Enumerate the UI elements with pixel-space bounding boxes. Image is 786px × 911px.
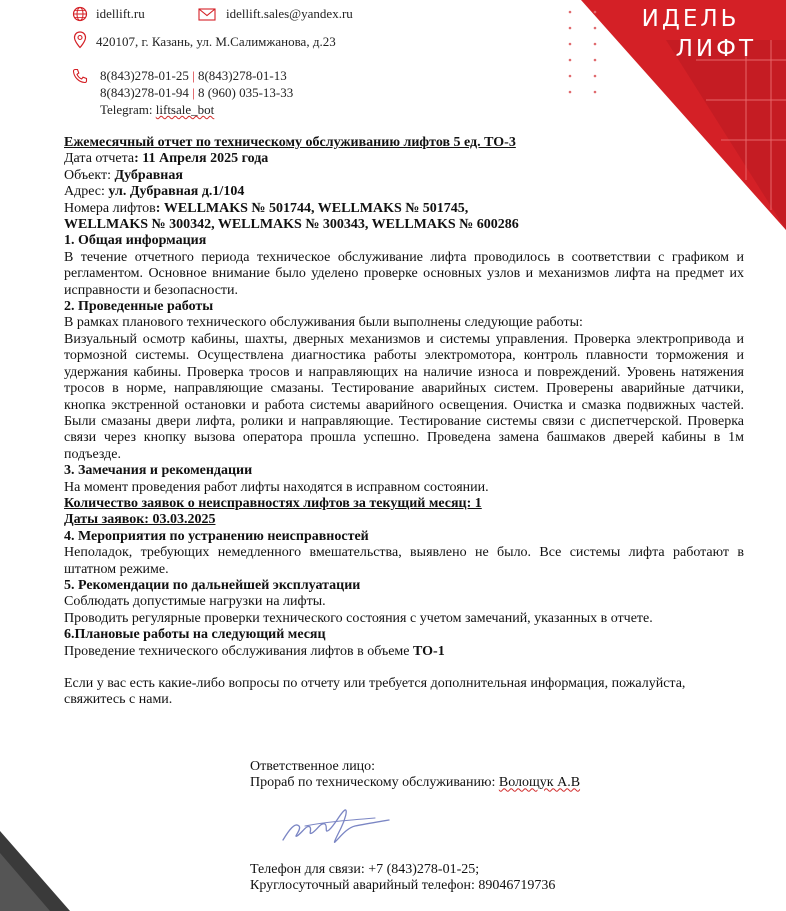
telegram-line	[100, 101, 293, 118]
section-1-text: В течение отчетного периода техническое обслуживание лифта проводилось в соответствии с графиком и регламентом. Основное внимание было уделено проверке основных узлов и механизмов лифта на предмет их исправности и безопасности.	[64, 249, 744, 298]
responsible-label: Ответственное лицо:	[250, 759, 376, 774]
report-object	[64, 168, 744, 184]
section-4-heading: 4. Мероприятия по устранению неисправностей	[64, 528, 369, 544]
phone-2[interactable]: 8(843)278-01-13	[197, 68, 287, 83]
email-link[interactable]: idellift.sales@yandex.ru	[226, 6, 353, 21]
brand-logo	[642, 6, 756, 62]
lifts-value-2: WELLMAKS № 300342, WELLMAKS № 300343, WELLMAKS № 600286	[64, 217, 519, 233]
date-label: Дата отчета	[64, 151, 135, 167]
section-3-heading: 3. Замечания и рекомендации	[64, 463, 253, 479]
phone-1[interactable]: 8(843)278-01-25	[100, 68, 189, 83]
globe-icon	[72, 6, 88, 22]
responsible-name: Волощук А.В	[498, 775, 581, 791]
section-2-text: Визуальный осмотр кабины, шахты, дверных механизмов и системы управления. Проверка электропривода и тормозной системы. Осуществлена диагностика работы электромотора, контроль плавности торможения и удержания кабины. Проверка тросов и направляющих на наличие износа и повреждений. Уровень натяжения тросов в норме, направляющие смазаны. Тестирование аварийных систем. Проверены аварийные датчики, кнопка экстренной остановки и работа системы аварийного освещения. Очистка и смазка подвижных частей. Были смазаны двери лифта, ролики и направляющие. Тестирование системы связи с диспетчерской. Проверка связи через кнопку вызова оператора прошла успешно. Проведена замена башмаков дверей кабины в 1м подъезде.	[64, 331, 744, 462]
lifts-label: Номера лифтов	[64, 200, 156, 216]
emergency-phone: Круглосуточный аварийный телефон: 89046719736	[250, 878, 556, 894]
section-5-line-1: Соблюдать допустимые нагрузки на лифты.	[64, 594, 326, 610]
section-2-intro: В рамках планового технического обслуживания были выполнены следующие работы:	[64, 315, 583, 331]
phone-separator: |	[192, 85, 195, 100]
website-link[interactable]: idellift.ru	[96, 6, 145, 21]
section-5-line-2: Проводить регулярные проверки технического состояния с учетом замечаний, указанных в отчете.	[64, 610, 653, 626]
telegram-label: Telegram:	[100, 102, 153, 117]
brand-line2: ЛИФТ	[675, 36, 756, 62]
closing-text: Если у вас есть какие-либо вопросы по отчету или требуется дополнительная информация, пожалуйста, свяжитесь с нами.	[64, 676, 686, 708]
lifts-value-1: : WELLMAKS № 501744, WELLMAKS № 501745,	[155, 200, 469, 216]
requests-count: Количество заявок о неисправностях лифтов за текущий месяц: 1	[64, 495, 482, 511]
contact-phone: Телефон для связи: +7 (843)278-01-25;	[250, 862, 480, 877]
report-body	[64, 135, 744, 709]
address-label: Адрес:	[64, 184, 109, 200]
section-2-heading: 2. Проведенные работы	[64, 299, 214, 315]
object-label: Объект:	[64, 167, 115, 183]
date-value: : 11 Апреля 2025 года	[134, 151, 269, 167]
section-6-text-bold: ТО-1	[413, 643, 445, 659]
object-value: Дубравная	[114, 167, 183, 183]
section-4-text: Неполадок, требующих немедленного вмешательства, выявлено не было. Все системы лифта работают в штатном режиме.	[64, 545, 744, 577]
responsible-position	[250, 775, 580, 791]
contact-block	[250, 862, 555, 895]
phone-icon	[72, 68, 88, 84]
phone-3[interactable]: 8(843)278-01-94	[100, 85, 189, 100]
phone-line-2	[100, 84, 293, 101]
section-6-text-plain: Проведение технического обслуживания лифтов в объеме	[64, 643, 414, 659]
report-date	[64, 151, 744, 167]
responsible-block	[250, 759, 580, 792]
location-pin-icon	[73, 31, 87, 49]
requests-dates: Даты заявок: 03.03.2025	[64, 512, 216, 528]
section-3-text: На момент проведения работ лифты находятся в исправном состоянии.	[64, 479, 489, 495]
mail-icon	[198, 8, 216, 21]
report-lifts	[64, 201, 744, 217]
telegram-handle[interactable]: liftsale_bot	[155, 102, 215, 117]
signature-image	[275, 800, 395, 850]
section-1-heading: 1. Общая информация	[64, 233, 207, 249]
section-6-text	[64, 644, 744, 660]
report-title: Ежемесячный отчет по техническому обслуживанию лифтов 5 ед. ТО-3	[64, 135, 516, 150]
address-value: ул. Дубравная д.1/104	[108, 184, 245, 200]
phone-4[interactable]: 8 (960) 035-13-33	[197, 85, 294, 100]
report-address	[64, 184, 744, 200]
corner-decoration	[0, 831, 70, 911]
phone-line-1	[100, 67, 293, 84]
address-value: 420107, г. Казань, ул. М.Салимжанова, д.23	[96, 34, 336, 49]
brand-line1: ИДЕЛЬ	[641, 6, 740, 32]
position-text: Прораб по техническому обслуживанию:	[250, 775, 499, 791]
dot-pattern	[565, 8, 615, 98]
section-6-heading: 6.Плановые работы на следующий месяц	[64, 627, 326, 643]
phone-separator: |	[192, 68, 195, 83]
section-5-heading: 5. Рекомендации по дальнейшей эксплуатации	[64, 577, 361, 593]
phones-block	[100, 67, 293, 118]
address-text	[96, 33, 336, 50]
